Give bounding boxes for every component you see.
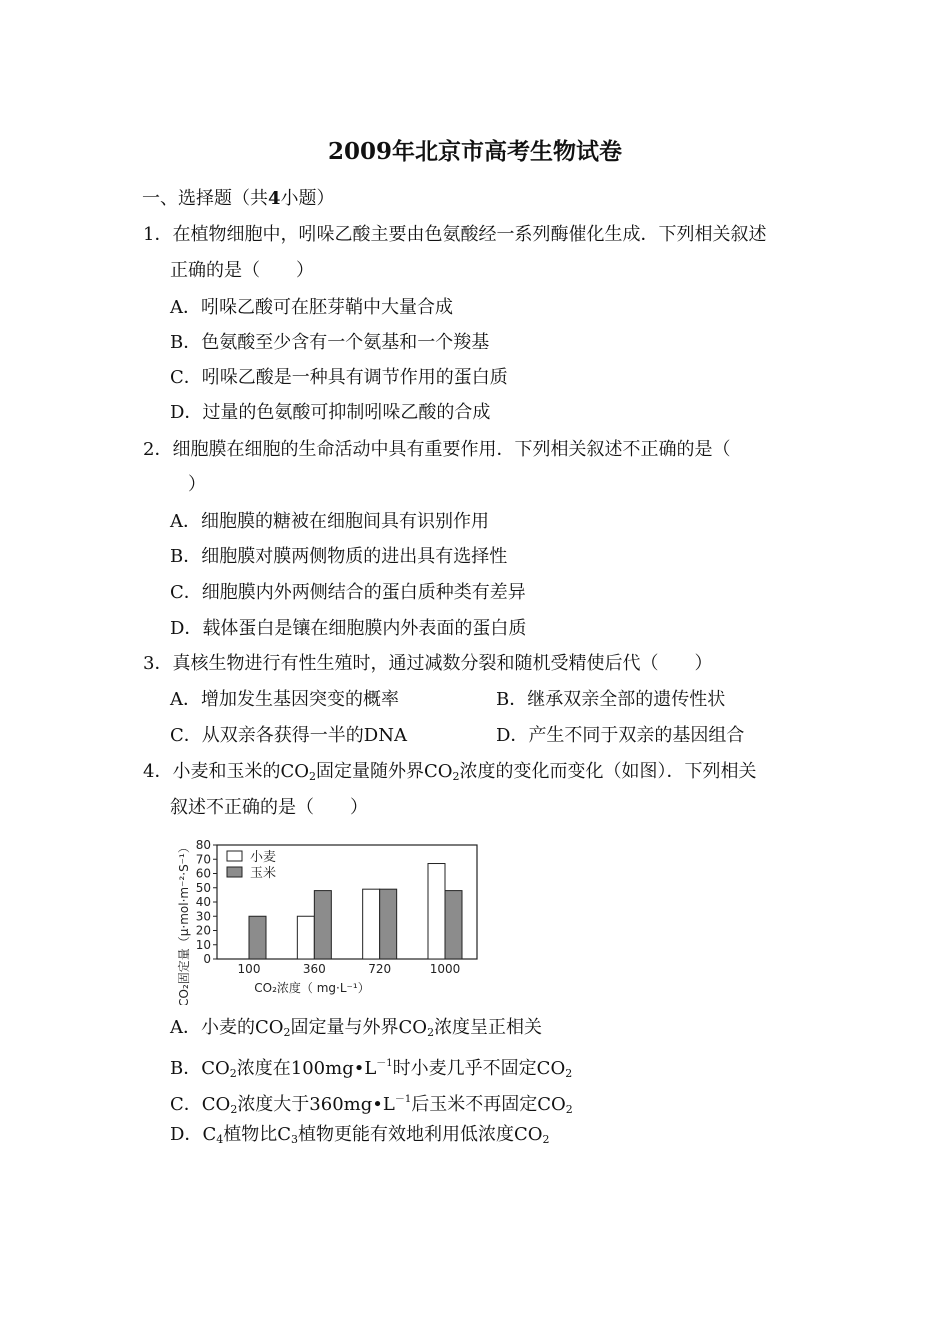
- chart-svg: [172, 830, 482, 1005]
- y-tick-label: 40: [195, 895, 211, 909]
- y-tick-label: 10: [195, 937, 211, 952]
- section-heading: 一、选择题（共4小题）: [142, 188, 335, 209]
- question-4-option-c[interactable]: C．$CO_2$浓度大于$360mg•L^{-1}$后玉米不再固定$CO_2$: [170, 1094, 573, 1116]
- legend-swatch: [227, 867, 242, 877]
- legend-swatch: [227, 851, 242, 861]
- bar-corn: [314, 891, 331, 959]
- question-4-stem: 4．小麦和玉米的$CO_2$固定量随外界$CO_2$浓度的变化而变化（如图）．下列相关: [143, 761, 757, 783]
- y-tick-label: 80: [195, 838, 211, 852]
- question-1-option-b[interactable]: B．色氨酸至少含有一个氨基和一个羧基: [170, 332, 490, 353]
- bar-corn: [445, 891, 462, 959]
- legend-label: 小麦: [250, 850, 277, 865]
- question-3-option-b[interactable]: B．继承双亲全部的遗传性状: [496, 689, 726, 710]
- y-tick-label: 0: [203, 952, 211, 966]
- question-4-option-b[interactable]: B．$CO_2$浓度在$100mg•L^{-1}$时小麦几乎不固定$CO_2$: [170, 1058, 573, 1080]
- x-axis-label: CO₂浓度（ mg·L⁻¹）: [254, 981, 370, 995]
- question-4-option-d[interactable]: D．$C_4$植物比$C_3$植物更能有效地利用低浓度$CO_2$: [170, 1124, 550, 1146]
- question-2-stem: 2．细胞膜在细胞的生命活动中具有重要作用．下列相关叙述不正确的是（: [143, 439, 731, 460]
- question-1-stem: 1．在植物细胞中，吲哚乙酸主要由色氨酸经一系列酶催化生成．下列相关叙述: [143, 224, 767, 245]
- x-tick-label: 360: [302, 962, 326, 976]
- question-1-option-d[interactable]: D．过量的色氨酸可抑制吲哚乙酸的合成: [170, 402, 491, 423]
- y-tick-label: 30: [195, 909, 211, 924]
- y-tick-label: 60: [195, 866, 211, 881]
- question-2-option-b[interactable]: B．细胞膜对膜两侧物质的进出具有选择性: [170, 546, 508, 567]
- question-1-option-c[interactable]: C．吲哚乙酸是一种具有调节作用的蛋白质: [170, 367, 508, 388]
- x-tick-label: 720: [368, 962, 392, 976]
- question-3-option-a[interactable]: A．增加发生基因突变的概率: [170, 689, 399, 710]
- x-tick-label: 100: [237, 962, 261, 976]
- question-3-option-d[interactable]: D．产生不同于双亲的基因组合: [496, 725, 745, 746]
- question-1-option-a[interactable]: A．吲哚乙酸可在胚芽鞘中大量合成: [170, 297, 453, 318]
- bar-corn: [380, 889, 397, 959]
- question-2-option-d[interactable]: D．载体蛋白是镶在细胞膜内外表面的蛋白质: [170, 618, 527, 639]
- question-2-option-c[interactable]: C．细胞膜内外两侧结合的蛋白质种类有差异: [170, 582, 526, 603]
- bar-wheat: [297, 916, 314, 959]
- co2-fixation-chart: [172, 830, 482, 1005]
- x-tick-label: 1000: [429, 962, 461, 976]
- y-tick-label: 20: [195, 923, 211, 938]
- question-3-option-c[interactable]: C．从双亲各获得一半的DNA: [170, 725, 407, 746]
- bar-wheat: [428, 864, 445, 959]
- bar-corn: [249, 916, 266, 959]
- question-2-option-a[interactable]: A．细胞膜的糖被在细胞间具有识别作用: [170, 511, 489, 532]
- y-tick-label: 70: [195, 852, 211, 867]
- question-1-stem-cont: 正确的是（ ）: [170, 260, 314, 281]
- question-3-stem: 3．真核生物进行有性生殖时，通过减数分裂和随机受精使后代（ ）: [143, 653, 713, 674]
- page-title: 2009年北京市高考生物试卷: [327, 138, 622, 165]
- question-4-option-a[interactable]: A．小麦的$CO_2$固定量与外界$CO_2$浓度呈正相关: [170, 1017, 543, 1039]
- question-2-stem-cont: ）: [188, 474, 206, 495]
- legend-label: 玉米: [250, 866, 277, 881]
- question-4-stem-cont: 叙述不正确的是（ ）: [170, 797, 368, 818]
- y-tick-label: 50: [195, 880, 211, 895]
- y-axis-label: CO₂固定量（μ·mol·m⁻²·S⁻¹）: [177, 841, 191, 1005]
- bar-wheat: [363, 889, 380, 959]
